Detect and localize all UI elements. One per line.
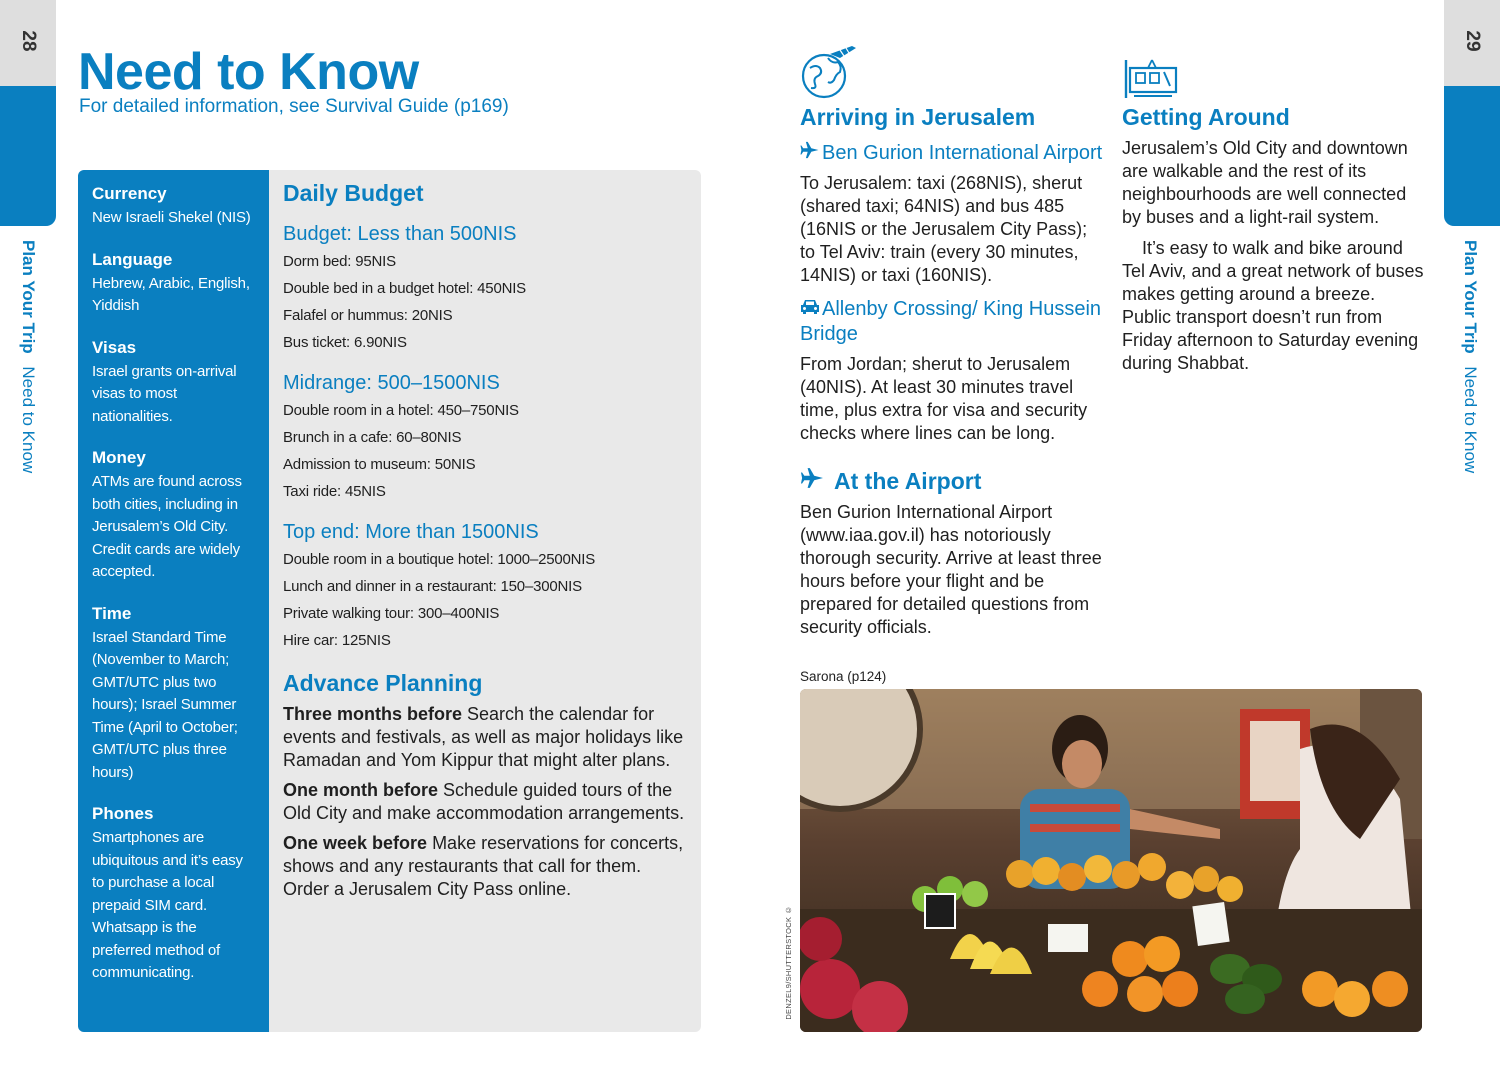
getting-around-column	[1122, 104, 1427, 375]
right-blue-tab	[1444, 86, 1500, 226]
budget-item: Lunch and dinner in a restaurant: 150–300NIS	[283, 578, 582, 595]
allenby-title: Allenby Crossing/ King Hussein Bridge	[800, 298, 1102, 345]
right-side-label	[1444, 240, 1500, 500]
left-page-number: 28	[18, 30, 39, 52]
getting-around-para-1: Jerusalem’s Old City and downtown are walkable and the rest of its neighbourhoods are well connected by buses and a light-rail system.	[1122, 138, 1408, 227]
info-heading: Money	[92, 448, 146, 467]
airport-text: Ben Gurion International Airport (www.iaa.gov.il) has notoriously thorough security. Arrive at least three hours before your flight and be prepared for detailed questions from security officials.	[800, 502, 1102, 637]
info-text: Smartphones are ubiquitous and it’s easy to purchase a local prepaid SIM card. Whatsapp is the preferred method of communicating.	[92, 829, 243, 981]
page-title: Need to Know	[78, 43, 419, 101]
info-time	[92, 604, 255, 785]
advance-planning-heading: Advance Planning	[283, 670, 483, 696]
planning-label: One week before	[283, 833, 428, 853]
budget-item: Dorm bed: 95NIS	[283, 253, 396, 270]
budget-item: Bus ticket: 6.90NIS	[283, 334, 407, 351]
planning-item	[283, 703, 687, 772]
budget-item: Double room in a boutique hotel: 1000–2500NIS	[283, 551, 596, 568]
info-text: Israel Standard Time (November to March; GMT/UTC plus two hours); Israel Summer Time (April to October; GMT/UTC plus three hours)	[92, 628, 238, 781]
info-visas	[92, 338, 255, 429]
planning-label: Three months before	[283, 704, 463, 724]
right-page-number-tab	[1444, 0, 1500, 86]
ben-gurion-subheading	[800, 141, 1105, 166]
budget-item: Brunch in a cafe: 60–80NIS	[283, 429, 462, 446]
left-page-number-tab	[0, 0, 56, 86]
info-heading: Currency	[92, 184, 167, 203]
planning-text: Schedule guided tours of the Old City and make accommodation arrangements.	[283, 780, 685, 823]
globe-plane-icon	[800, 44, 858, 102]
budget-item: Taxi ride: 45NIS	[283, 483, 386, 500]
market-stall-photo	[800, 689, 1422, 1032]
top-end-tier-title: Top end: More than 1500NIS	[283, 521, 539, 543]
info-text: Israel grants on-arrival visas to most nationalities.	[92, 362, 237, 425]
info-money	[92, 448, 255, 584]
budget-panel	[269, 170, 701, 1032]
car-icon	[800, 297, 822, 322]
allenby-subheading	[800, 297, 1105, 347]
daily-budget-heading: Daily Budget	[283, 180, 424, 206]
budget-tier-title: Budget: Less than 500NIS	[283, 223, 517, 245]
info-currency	[92, 184, 255, 230]
info-phones	[92, 804, 255, 985]
left-side-label	[0, 240, 56, 500]
getting-around-heading: Getting Around	[1122, 104, 1290, 130]
info-heading: Language	[92, 249, 173, 269]
info-language	[92, 250, 255, 318]
airport-heading-text: At the Airport	[834, 468, 982, 494]
budget-item: Private walking tour: 300–400NIS	[283, 605, 500, 622]
planning-text: Search the calendar for events and festivals, as well as major holidays like Ramadan and Yom Kippur that might alter plans.	[283, 704, 684, 770]
photo-caption: Sarona (p124)	[800, 669, 887, 684]
left-side-section: Plan Your Trip	[19, 240, 38, 354]
info-heading: Time	[92, 603, 132, 623]
info-text: ATMs are found across both cities, including in Jerusalem’s Old City. Credit cards are widely accepted.	[92, 473, 242, 580]
photo-credit-text: DENZEL9/SHUTTERSTOCK ©	[784, 905, 793, 1020]
arriving-heading: Arriving in Jerusalem	[800, 104, 1036, 130]
allenby-text: From Jordan; sherut to Jerusalem (40NIS). At least 30 minutes travel time, plus extra for visa and security checks where lines can be long.	[800, 354, 1088, 443]
right-side-chapter: Need to Know	[1461, 366, 1480, 474]
midrange-tier-title: Midrange: 500–1500NIS	[283, 372, 500, 394]
right-side-section: Plan Your Trip	[1461, 240, 1480, 354]
budget-item: Admission to museum: 50NIS	[283, 456, 476, 473]
info-text: Hebrew, Arabic, English, Yiddish	[92, 274, 250, 314]
arriving-column	[800, 104, 1105, 639]
planning-item	[283, 779, 687, 825]
budget-item: Double bed in a budget hotel: 450NIS	[283, 280, 526, 297]
info-heading: Phones	[92, 804, 154, 823]
ben-gurion-text: To Jerusalem: taxi (268NIS), sherut (shared taxi; 64NIS) and bus 485 (16NIS or the Jerusalem City Pass); to Tel Aviv: train (every 30 minutes, 14NIS) or taxi (160NIS).	[800, 173, 1088, 285]
transit-icon	[1122, 58, 1180, 100]
airport-heading	[800, 467, 1105, 495]
left-side-chapter: Need to Know	[19, 366, 38, 474]
planning-label: One month before	[283, 780, 439, 800]
photo-credit	[784, 905, 796, 1025]
budget-item: Falafel or hummus: 20NIS	[283, 307, 453, 324]
planning-text: Make reservations for concerts, shows and any restaurants that call for them. Order a Jerusalem City Pass online.	[283, 833, 684, 899]
planning-item	[283, 832, 687, 901]
page-subtitle: For detailed information, see Survival Guide (p169)	[79, 96, 509, 117]
info-heading: Visas	[92, 337, 137, 357]
budget-item: Hire car: 125NIS	[283, 632, 391, 649]
ben-gurion-title: Ben Gurion International Airport	[822, 142, 1103, 164]
right-page-number: 29	[1462, 30, 1483, 52]
left-blue-tab	[0, 86, 56, 226]
info-text: New Israeli Shekel (NIS)	[92, 209, 251, 226]
info-panel	[78, 170, 269, 1032]
airplane-icon	[800, 467, 834, 495]
airplane-icon	[800, 141, 822, 166]
budget-item: Double room in a hotel: 450–750NIS	[283, 402, 519, 419]
getting-around-para-2: It’s easy to walk and bike around Tel Aviv, and a great network of buses makes getting around a breeze. Public transport doesn’t run from Friday afternoon to Saturday evening during Shabbat.	[1122, 238, 1424, 373]
